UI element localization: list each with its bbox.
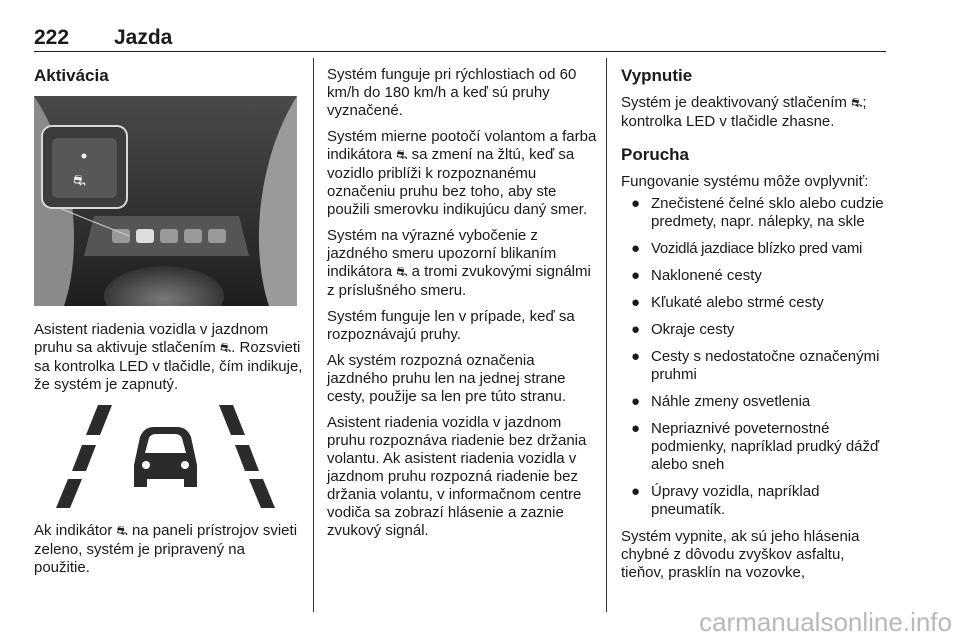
list-item: ● Naklonené cesty <box>631 267 762 284</box>
list-item: ● Úpravy vozidla, napríklad pneumatík. <box>631 483 820 518</box>
steering-text-b: sa zmení na žltú, keď sa vozidlo priblíži k rozpoznanému označeniu pruhu bez toho, aby ste použili smerovku indikujúcu daný smer. <box>327 146 588 218</box>
indicator-text-b: na paneli prístrojov svieti zeleno, systém je pripravený na použitie. <box>34 522 298 576</box>
deactivation-text-a: Systém je deaktivovaný stlačením <box>621 94 852 111</box>
deactivation-text-b: ; kontrolka LED v tlačidle zhasne. <box>621 94 867 130</box>
console-button-photo <box>34 96 297 306</box>
activation-text-a: Asistent riadenia vozidla v jazdnom pruhu sa aktivuje stlačením <box>34 321 269 356</box>
fault-heading: Porucha <box>621 145 690 164</box>
list-item-text: Cesty s nedostatočne označenými pruhmi <box>651 348 880 383</box>
column-divider-2 <box>606 58 607 612</box>
list-item: ● Vozidlá jazdiace blízko pred vami <box>631 240 863 257</box>
column-1-text-2 <box>34 522 304 585</box>
activation-text-b: . Rozsvieti sa kontrolka LED v tlačidle, čím indikuje, že systém je zapnutý. <box>34 339 303 393</box>
deactivation-heading: Vypnutie <box>621 66 693 85</box>
list-item: ● Nepriaznivé poveternostné podmienky, napríklad prudký dážď alebo sneh <box>631 420 880 473</box>
speed-paragraph: Systém funguje pri rýchlostiach od 60 km/h do 180 km/h a keď sú pruhy vyznačené. <box>327 66 577 119</box>
list-item: ● Náhle zmeny osvetlenia <box>631 393 811 410</box>
list-item-text: Kľukaté alebo strmé cesty <box>651 294 824 311</box>
list-item: ● Okraje cesty <box>631 321 735 338</box>
list-item: ● Kľukaté alebo strmé cesty <box>631 294 824 311</box>
hands-off-paragraph: Asistent riadenia vozidla v jazdnom pruhu rozpoznáva riadenie bez držania volantu. Ak asistent riadenia vozidla v jazdnom pruhu rozpozná riadenie bez držania volantu, v informačnom centre vodiča sa zobrazí hlásenie a zaznie zvukový signál. <box>327 414 587 539</box>
chapter-title: Jazda <box>114 26 173 49</box>
steering-paragraph <box>327 128 597 219</box>
lane-keep-assist-icon: ⛐ <box>219 341 232 356</box>
list-item-text: Znečistené čelné sklo alebo cudzie predmety, napr. nálepky, na skle <box>651 195 884 230</box>
fault-list <box>621 195 891 519</box>
list-item-text: Vozidlá jazdiace blízko pred vami <box>651 240 863 257</box>
list-item-text: Náhle zmeny osvetlenia <box>651 393 811 410</box>
header-rule <box>34 51 886 52</box>
lane-keep-assist-icon: ⛐ <box>73 171 86 189</box>
lanes-paragraph: Systém funguje len v prípade, keď sa rozpoznávajú pruhy. <box>327 308 575 343</box>
turn-off-paragraph: Systém vypnite, ak sú jeho hlásenia chybné z dôvodu zvyškov asfaltu, tieňov, prasklín na vozovke, <box>621 528 860 581</box>
list-item-text: Naklonené cesty <box>651 267 762 284</box>
fault-intro: Fungovanie systému môže ovplyvniť: <box>621 173 869 190</box>
activation-heading: Aktivácia <box>34 66 109 85</box>
column-2 <box>327 66 597 548</box>
lane-keep-assist-pictogram <box>34 405 297 510</box>
page-number: 222 <box>34 26 70 49</box>
list-item-text: Úpravy vozidla, napríklad pneumatík. <box>651 483 820 518</box>
steering-text-a: Systém mierne pootočí volantom a farba indikátora <box>327 128 597 163</box>
warning-text-a: Systém na výrazné vybočenie z jazdného smeru upozorní blikaním indikátora <box>327 227 557 280</box>
warning-text-b: a tromi zvukovými signálmi z príslušného smeru. <box>327 263 591 299</box>
deactivation-paragraph <box>621 94 891 131</box>
lane-keep-assist-icon: ⛐ <box>396 148 408 163</box>
lane-keep-assist-icon: ⛐ <box>851 96 863 111</box>
warning-paragraph <box>327 227 597 300</box>
one-side-paragraph: Ak systém rozpozná označenia jazdného pruhu len na jednej strane cesty, použije sa len pre túto stranu. <box>327 352 567 405</box>
list-item: ● Cesty s nedostatočne označenými pruhmi <box>631 348 880 383</box>
page-header <box>34 26 886 52</box>
column-3 <box>621 66 891 590</box>
column-divider-1 <box>313 58 314 612</box>
list-item-text: Nepriaznivé poveternostné podmienky, napríklad prudký dážď alebo sneh <box>651 420 880 473</box>
column-1 <box>34 66 304 86</box>
lane-keep-assist-icon: ⛐ <box>116 524 128 539</box>
indicator-paragraph <box>34 522 304 577</box>
activation-paragraph <box>34 321 304 394</box>
lane-keep-assist-icon: ⛐ <box>396 265 408 280</box>
list-item: ● Znečistené čelné sklo alebo cudzie predmety, napr. nálepky, na skle <box>631 195 884 230</box>
indicator-text-a: Ak indikátor <box>34 522 117 539</box>
column-1-text <box>34 321 304 402</box>
watermark: carmanualsonline.info <box>699 607 952 637</box>
list-item-text: Okraje cesty <box>651 321 735 338</box>
